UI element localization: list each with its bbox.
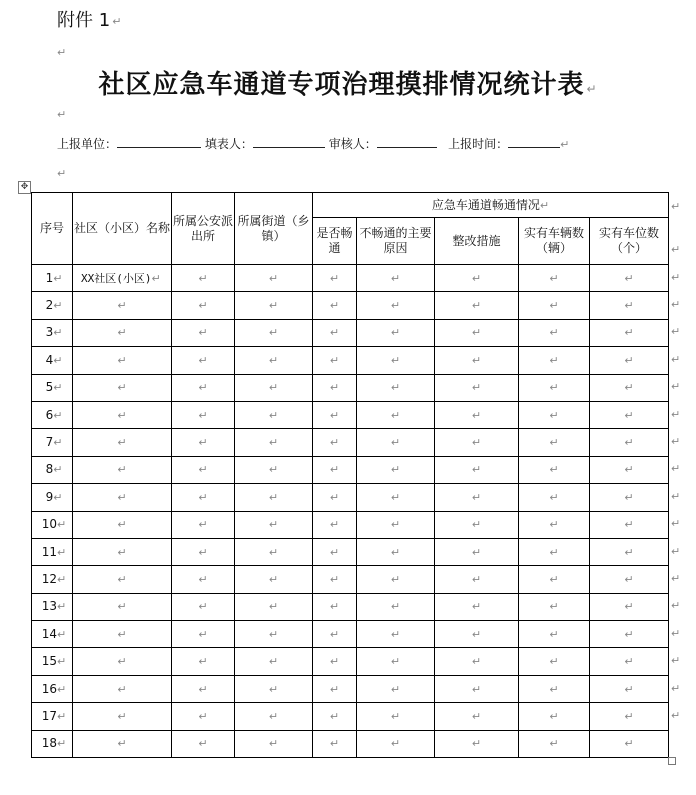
- table-row: [32, 265, 669, 292]
- empty-cell[interactable]: ↵: [172, 456, 235, 483]
- empty-cell[interactable]: ↵: [519, 511, 590, 538]
- empty-cell[interactable]: ↵: [590, 511, 669, 538]
- empty-cell[interactable]: ↵: [590, 319, 669, 346]
- empty-cell[interactable]: ↵: [519, 566, 590, 593]
- row-end-mark-icon: ↵: [671, 200, 681, 213]
- report-unit-label: 上报单位：: [57, 137, 118, 151]
- empty-cell[interactable]: ↵: [235, 456, 313, 483]
- paragraph-mark-icon: ↵: [112, 14, 122, 28]
- row-number-cell[interactable]: 2↵: [32, 292, 73, 319]
- row-end-mark-icon: ↵: [671, 325, 681, 339]
- row-end-mark-icon: ↵: [671, 599, 681, 613]
- row-end-mark-icon: ↵: [671, 435, 681, 449]
- row-end-mark-icon: ↵: [671, 708, 681, 722]
- empty-cell[interactable]: ↵: [313, 292, 357, 319]
- table-row: [32, 319, 669, 346]
- row-number-cell[interactable]: 10↵: [32, 511, 73, 538]
- empty-cell[interactable]: ↵: [313, 566, 357, 593]
- filler-label: 填表人：: [204, 137, 253, 151]
- reviewer-label: 审核人：: [328, 137, 377, 151]
- row-end-mark-icon: ↵: [671, 352, 681, 366]
- table-move-handle-icon[interactable]: ✥: [18, 181, 31, 194]
- empty-cell[interactable]: ↵: [357, 319, 435, 346]
- header-main-reason: 不畅通的主要原因: [357, 218, 435, 265]
- row-number-cell[interactable]: 17↵: [32, 703, 73, 730]
- empty-cell[interactable]: ↵: [313, 319, 357, 346]
- empty-cell[interactable]: ↵: [172, 511, 235, 538]
- row-end-mark-icon: ↵: [671, 489, 681, 503]
- row-number-cell[interactable]: 4↵: [32, 347, 73, 374]
- table-row: [32, 484, 669, 511]
- report-meta-line: [57, 135, 569, 152]
- empty-cell[interactable]: ↵: [235, 538, 313, 565]
- table-row: [32, 703, 669, 730]
- row-number-cell[interactable]: 3↵: [32, 319, 73, 346]
- empty-cell[interactable]: ↵: [435, 484, 519, 511]
- empty-cell[interactable]: ↵: [357, 347, 435, 374]
- empty-cell[interactable]: ↵: [435, 593, 519, 620]
- empty-cell[interactable]: ↵: [519, 265, 590, 292]
- empty-cell[interactable]: ↵: [590, 292, 669, 319]
- empty-cell[interactable]: ↵: [519, 621, 590, 648]
- table-resize-handle-icon[interactable]: [668, 757, 676, 765]
- paragraph-mark-icon: ↵: [539, 198, 550, 212]
- empty-cell[interactable]: ↵: [172, 593, 235, 620]
- empty-cell[interactable]: ↵: [73, 621, 172, 648]
- empty-cell[interactable]: ↵: [73, 456, 172, 483]
- empty-cell[interactable]: ↵: [73, 401, 172, 428]
- empty-cell[interactable]: ↵: [435, 703, 519, 730]
- empty-cell[interactable]: ↵: [172, 292, 235, 319]
- empty-cell[interactable]: ↵: [435, 648, 519, 675]
- empty-cell[interactable]: ↵: [73, 730, 172, 757]
- empty-cell[interactable]: ↵: [357, 648, 435, 675]
- empty-cell[interactable]: ↵: [590, 374, 669, 401]
- empty-cell[interactable]: ↵: [519, 292, 590, 319]
- empty-cell[interactable]: ↵: [73, 538, 172, 565]
- empty-cell[interactable]: ↵: [313, 401, 357, 428]
- empty-cell[interactable]: ↵: [73, 566, 172, 593]
- row-end-mark-icon: ↵: [671, 654, 681, 668]
- empty-cell[interactable]: ↵: [435, 265, 519, 292]
- empty-cell[interactable]: ↵: [235, 429, 313, 456]
- empty-cell[interactable]: ↵: [590, 621, 669, 648]
- empty-cell[interactable]: ↵: [590, 648, 669, 675]
- empty-cell[interactable]: ↵: [590, 703, 669, 730]
- paragraph-mark-icon: ↵: [57, 108, 67, 121]
- table-row: [32, 429, 669, 456]
- empty-cell[interactable]: ↵: [357, 566, 435, 593]
- report-unit-blank: [117, 136, 201, 148]
- row-end-mark-icon: ↵: [671, 407, 681, 421]
- reviewer-blank: [377, 136, 437, 148]
- row-number-cell[interactable]: 7↵: [32, 429, 73, 456]
- row-number-cell[interactable]: 5↵: [32, 374, 73, 401]
- empty-cell[interactable]: ↵: [235, 292, 313, 319]
- empty-cell[interactable]: ↵: [357, 292, 435, 319]
- empty-cell[interactable]: ↵: [590, 456, 669, 483]
- empty-cell[interactable]: ↵: [235, 401, 313, 428]
- empty-cell[interactable]: ↵: [357, 429, 435, 456]
- empty-cell[interactable]: ↵: [235, 730, 313, 757]
- empty-cell[interactable]: ↵: [313, 621, 357, 648]
- row-number-cell[interactable]: 16↵: [32, 675, 73, 702]
- table-row: [32, 292, 669, 319]
- table-row: [32, 566, 669, 593]
- header-is-clear: 是否畅通: [313, 218, 357, 265]
- empty-cell[interactable]: ↵: [590, 730, 669, 757]
- empty-cell[interactable]: ↵: [235, 566, 313, 593]
- header-police-station: 所属公安派出所: [172, 193, 235, 265]
- empty-cell[interactable]: ↵: [519, 374, 590, 401]
- empty-cell[interactable]: ↵: [519, 456, 590, 483]
- empty-cell[interactable]: ↵: [435, 374, 519, 401]
- empty-cell[interactable]: ↵: [235, 675, 313, 702]
- header-rectification: 整改措施: [435, 218, 519, 265]
- attachment-label: 附件 1 ↵: [57, 10, 122, 31]
- empty-cell[interactable]: ↵: [590, 429, 669, 456]
- empty-cell[interactable]: ↵: [519, 593, 590, 620]
- row-end-mark-icon: ↵: [671, 298, 681, 312]
- empty-cell[interactable]: ↵: [313, 675, 357, 702]
- row-number-cell[interactable]: 6↵: [32, 401, 73, 428]
- row-number-cell[interactable]: 11↵: [32, 538, 73, 565]
- header-parking-count: 实有车位数（个）: [590, 218, 669, 265]
- row-end-mark-icon: ↵: [671, 626, 681, 640]
- empty-cell[interactable]: ↵: [357, 593, 435, 620]
- empty-cell[interactable]: ↵: [73, 292, 172, 319]
- empty-cell[interactable]: ↵: [172, 730, 235, 757]
- empty-cell[interactable]: ↵: [235, 593, 313, 620]
- empty-cell[interactable]: ↵: [313, 484, 357, 511]
- empty-cell[interactable]: ↵: [590, 566, 669, 593]
- empty-cell[interactable]: ↵: [73, 374, 172, 401]
- empty-cell[interactable]: ↵: [313, 648, 357, 675]
- document-title: 社区应急车通道专项治理摸排情况统计表 ↵: [98, 70, 598, 100]
- empty-cell[interactable]: ↵: [235, 621, 313, 648]
- empty-cell[interactable]: ↵: [73, 593, 172, 620]
- empty-cell[interactable]: ↵: [519, 703, 590, 730]
- row-number-cell[interactable]: 1↵: [32, 265, 73, 292]
- empty-cell[interactable]: ↵: [172, 429, 235, 456]
- empty-cell[interactable]: ↵: [435, 566, 519, 593]
- empty-cell[interactable]: ↵: [313, 730, 357, 757]
- empty-cell[interactable]: ↵: [73, 347, 172, 374]
- empty-cell[interactable]: ↵: [172, 621, 235, 648]
- empty-cell[interactable]: ↵: [235, 319, 313, 346]
- empty-cell[interactable]: ↵: [235, 347, 313, 374]
- empty-cell[interactable]: ↵: [172, 374, 235, 401]
- row-end-mark-icon: ↵: [671, 544, 681, 558]
- empty-cell[interactable]: ↵: [172, 648, 235, 675]
- empty-cell[interactable]: ↵: [435, 429, 519, 456]
- empty-cell[interactable]: ↵: [519, 730, 590, 757]
- row-number-cell[interactable]: 14↵: [32, 621, 73, 648]
- empty-cell[interactable]: ↵: [357, 703, 435, 730]
- empty-cell[interactable]: ↵: [172, 675, 235, 702]
- table-row: [32, 621, 669, 648]
- table-row: [32, 593, 669, 620]
- empty-cell[interactable]: ↵: [590, 401, 669, 428]
- header-street: 所属街道（乡镇）: [235, 193, 313, 265]
- empty-cell[interactable]: ↵: [357, 401, 435, 428]
- empty-cell[interactable]: ↵: [435, 319, 519, 346]
- empty-cell[interactable]: ↵: [172, 347, 235, 374]
- paragraph-mark-icon: ↵: [57, 46, 67, 59]
- empty-cell[interactable]: ↵: [519, 648, 590, 675]
- table-row: [32, 730, 669, 757]
- empty-cell[interactable]: ↵: [73, 319, 172, 346]
- empty-cell[interactable]: ↵: [435, 675, 519, 702]
- empty-cell[interactable]: ↵: [435, 401, 519, 428]
- paragraph-mark-icon: ↵: [560, 138, 570, 151]
- empty-cell[interactable]: ↵: [590, 675, 669, 702]
- empty-cell[interactable]: ↵: [172, 401, 235, 428]
- empty-cell[interactable]: ↵: [519, 401, 590, 428]
- empty-cell[interactable]: ↵: [357, 456, 435, 483]
- empty-cell[interactable]: ↵: [313, 511, 357, 538]
- table-row: [32, 374, 669, 401]
- empty-cell[interactable]: ↵: [172, 484, 235, 511]
- empty-cell[interactable]: ↵: [313, 429, 357, 456]
- empty-cell[interactable]: ↵: [172, 703, 235, 730]
- row-number-cell[interactable]: 13↵: [32, 593, 73, 620]
- empty-cell[interactable]: ↵: [357, 511, 435, 538]
- empty-cell[interactable]: ↵: [313, 456, 357, 483]
- report-time-blank: [508, 136, 560, 148]
- header-seq: 序号: [32, 193, 73, 265]
- row-end-mark-icon: ↵: [671, 380, 681, 394]
- empty-cell[interactable]: ↵: [590, 265, 669, 292]
- table-row: [32, 347, 669, 374]
- row-end-mark-icon: ↵: [671, 270, 681, 284]
- table-row: [32, 401, 669, 428]
- empty-cell[interactable]: ↵: [357, 265, 435, 292]
- row-number-cell[interactable]: 9↵: [32, 484, 73, 511]
- empty-cell[interactable]: ↵: [235, 703, 313, 730]
- empty-cell[interactable]: ↵: [519, 675, 590, 702]
- header-vehicle-count: 实有车辆数（辆）: [519, 218, 590, 265]
- empty-cell[interactable]: ↵: [313, 347, 357, 374]
- table-row: [32, 456, 669, 483]
- table-row: [32, 675, 669, 702]
- row-end-mark-icon: ↵: [671, 517, 681, 531]
- empty-cell[interactable]: ↵: [519, 538, 590, 565]
- empty-cell[interactable]: ↵: [73, 648, 172, 675]
- empty-cell[interactable]: ↵: [590, 484, 669, 511]
- empty-cell[interactable]: ↵: [357, 374, 435, 401]
- header-community: 社区（小区）名称: [73, 193, 172, 265]
- empty-cell[interactable]: ↵: [590, 538, 669, 565]
- row-end-mark-icon: ↵: [671, 681, 681, 695]
- empty-cell[interactable]: ↵: [172, 319, 235, 346]
- header-access-status-group: 应急车通道畅通情况↵: [313, 193, 669, 218]
- empty-cell[interactable]: ↵: [313, 374, 357, 401]
- row-number-cell[interactable]: 8↵: [32, 456, 73, 483]
- empty-cell[interactable]: ↵: [519, 484, 590, 511]
- empty-cell[interactable]: ↵: [235, 374, 313, 401]
- empty-cell[interactable]: ↵: [235, 511, 313, 538]
- empty-cell[interactable]: ↵: [313, 265, 357, 292]
- empty-cell[interactable]: ↵: [357, 484, 435, 511]
- empty-cell[interactable]: ↵: [73, 675, 172, 702]
- empty-cell[interactable]: ↵: [313, 593, 357, 620]
- empty-cell[interactable]: ↵: [435, 538, 519, 565]
- empty-cell[interactable]: ↵: [519, 429, 590, 456]
- empty-cell[interactable]: ↵: [357, 621, 435, 648]
- row-number-cell[interactable]: 18↵: [32, 730, 73, 757]
- row-end-mark-icon: ↵: [671, 571, 681, 585]
- empty-cell[interactable]: ↵: [357, 675, 435, 702]
- empty-cell[interactable]: ↵: [73, 484, 172, 511]
- table-row: [32, 538, 669, 565]
- empty-cell[interactable]: ↵: [235, 265, 313, 292]
- empty-cell[interactable]: ↵: [590, 347, 669, 374]
- empty-cell[interactable]: ↵: [313, 703, 357, 730]
- empty-cell[interactable]: ↵: [435, 730, 519, 757]
- row-number-cell[interactable]: 12↵: [32, 566, 73, 593]
- empty-cell[interactable]: ↵: [235, 648, 313, 675]
- empty-cell[interactable]: ↵: [435, 292, 519, 319]
- empty-cell[interactable]: ↵: [172, 538, 235, 565]
- paragraph-mark-icon: ↵: [57, 167, 67, 180]
- report-time-label: 上报时间：: [448, 137, 509, 151]
- empty-cell[interactable]: ↵: [435, 511, 519, 538]
- paragraph-mark-icon: ↵: [586, 82, 598, 96]
- empty-cell[interactable]: ↵: [172, 566, 235, 593]
- empty-cell[interactable]: ↵: [435, 456, 519, 483]
- empty-cell[interactable]: ↵: [313, 538, 357, 565]
- empty-cell[interactable]: ↵: [235, 484, 313, 511]
- empty-cell[interactable]: ↵: [590, 593, 669, 620]
- empty-cell[interactable]: ↵: [73, 429, 172, 456]
- empty-cell[interactable]: ↵: [357, 730, 435, 757]
- row-end-mark-icon: ↵: [671, 243, 681, 257]
- table-row: [32, 648, 669, 675]
- row-number-cell[interactable]: 15↵: [32, 648, 73, 675]
- empty-cell[interactable]: ↵: [357, 538, 435, 565]
- row-end-mark-icon: ↵: [671, 462, 681, 476]
- empty-cell[interactable]: ↵: [73, 511, 172, 538]
- survey-table: [31, 192, 669, 758]
- empty-cell[interactable]: ↵: [519, 347, 590, 374]
- empty-cell[interactable]: ↵: [73, 703, 172, 730]
- empty-cell[interactable]: ↵: [435, 347, 519, 374]
- table-row: [32, 511, 669, 538]
- empty-cell[interactable]: ↵: [435, 621, 519, 648]
- empty-cell[interactable]: ↵: [519, 319, 590, 346]
- filler-blank: [253, 136, 325, 148]
- empty-cell[interactable]: ↵: [172, 265, 235, 292]
- community-name-cell[interactable]: XX社区(小区)↵: [73, 265, 172, 292]
